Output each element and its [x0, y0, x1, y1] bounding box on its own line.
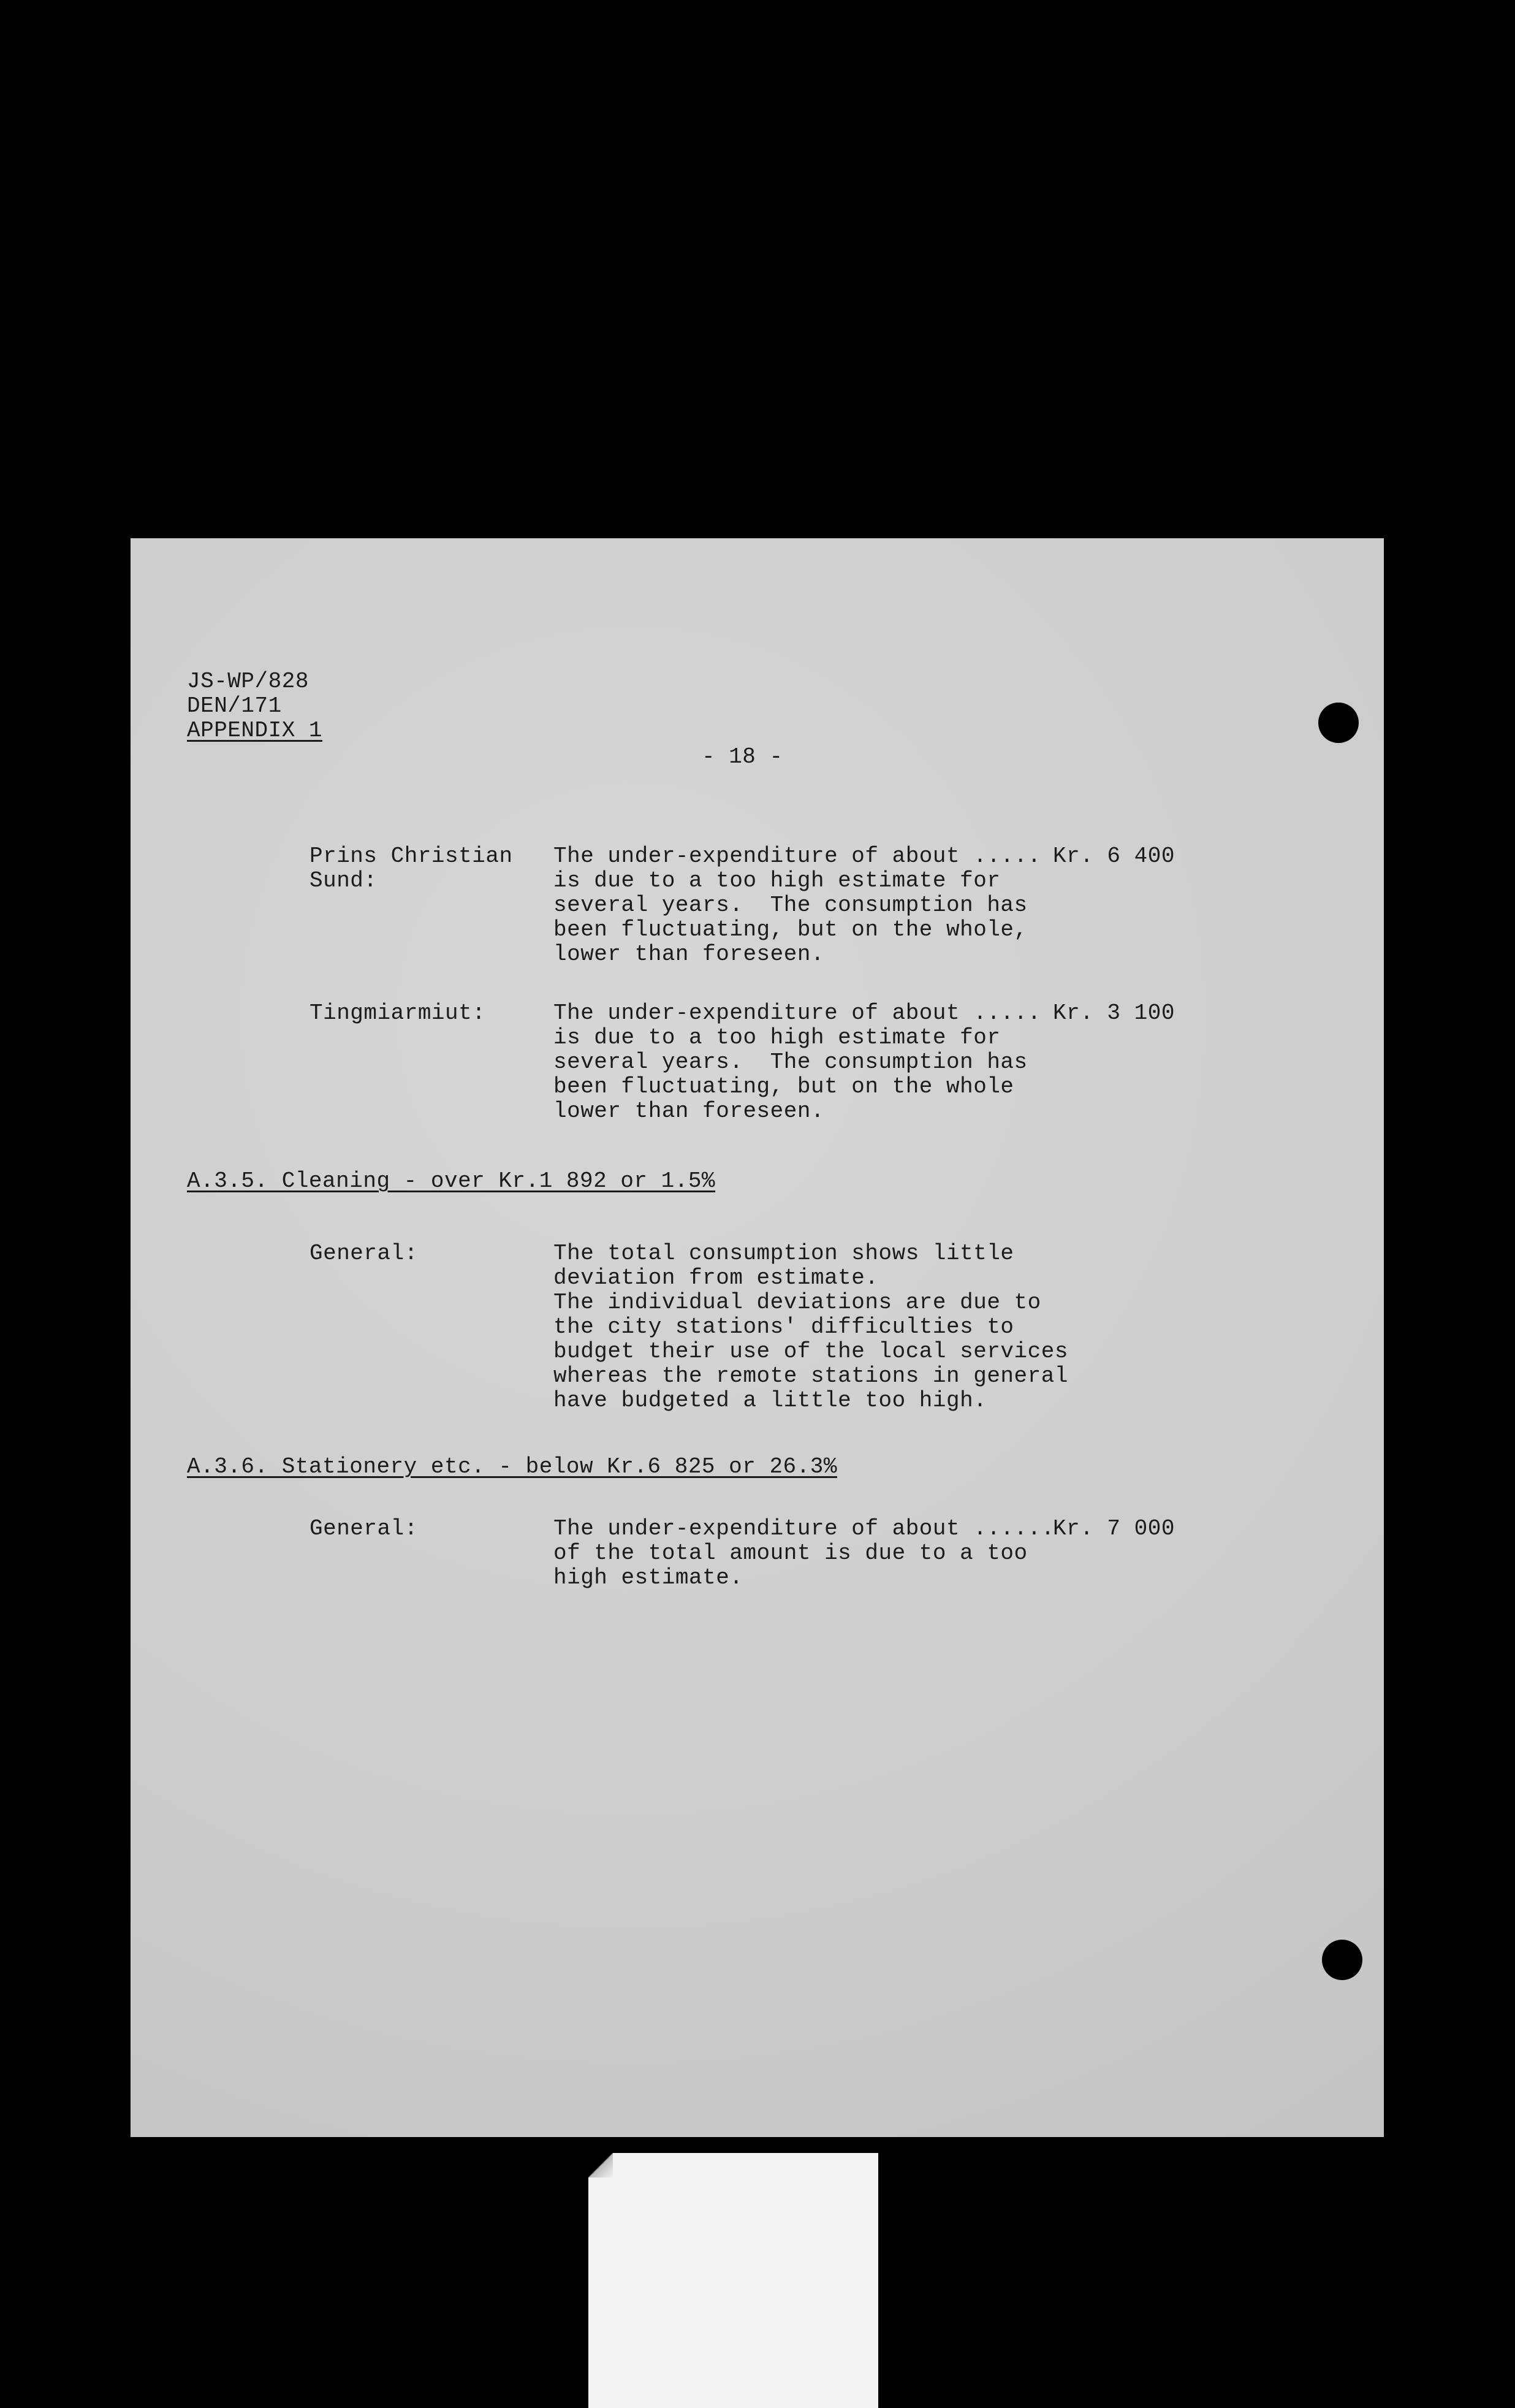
description-line: high estimate. — [553, 1565, 743, 1590]
description-line: several years. The consumption has — [553, 1050, 1028, 1075]
description-line: is due to a too high estimate for — [553, 1025, 1001, 1050]
description-line: is due to a too high estimate for — [553, 868, 1001, 893]
station-label: Prins Christian — [309, 844, 513, 869]
amount-value: Kr. 7 000 — [1053, 1516, 1175, 1541]
description-line: been fluctuating, but on the whole — [553, 1074, 1014, 1099]
description-line: The individual deviations are due to — [553, 1290, 1041, 1315]
description-line: been fluctuating, but on the whole, — [553, 917, 1028, 942]
amount-value: Kr. 6 400 — [1053, 844, 1175, 869]
appendix-label: APPENDIX 1 — [187, 718, 323, 743]
description-line: whereas the remote stations in general — [553, 1363, 1068, 1389]
description-line: The total consumption shows little — [553, 1241, 1014, 1266]
amount-value: Kr. 3 100 — [1053, 1000, 1175, 1026]
section-heading: A.3.5. Cleaning - over Kr.1 892 or 1.5% — [187, 1168, 716, 1194]
general-label: General: — [309, 1516, 418, 1541]
card-corner — [588, 2153, 613, 2177]
station-label: Sund: — [309, 868, 378, 893]
description-line: lower than foreseen. — [553, 1099, 825, 1124]
description-line: budget their use of the local services — [553, 1339, 1068, 1364]
description-line: The under-expenditure of about ...... — [553, 1516, 1055, 1541]
punch-hole-top — [1318, 703, 1359, 743]
description-line: The under-expenditure of about ..... — [553, 1000, 1041, 1026]
description-line: deviation from estimate. — [553, 1265, 879, 1290]
section-heading: A.3.6. Stationery etc. - below Kr.6 825 or 26.3% — [187, 1454, 837, 1479]
description-line: The under-expenditure of about ..... — [553, 844, 1041, 869]
description-line: several years. The consumption has — [553, 893, 1028, 918]
description-line: of the total amount is due to a too — [553, 1541, 1028, 1566]
description-line: the city stations' difficulties to — [553, 1314, 1014, 1339]
general-label: General: — [309, 1241, 418, 1266]
description-line: have budgeted a little too high. — [553, 1388, 987, 1413]
description-line: lower than foreseen. — [553, 942, 825, 967]
den-reference: DEN/171 — [187, 693, 282, 718]
doc-reference: JS-WP/828 — [187, 669, 309, 694]
blank-card — [588, 2153, 878, 2408]
punch-hole-bottom — [1322, 1940, 1362, 1980]
page-number: - 18 - — [702, 744, 783, 769]
station-label: Tingmiarmiut: — [309, 1000, 486, 1026]
